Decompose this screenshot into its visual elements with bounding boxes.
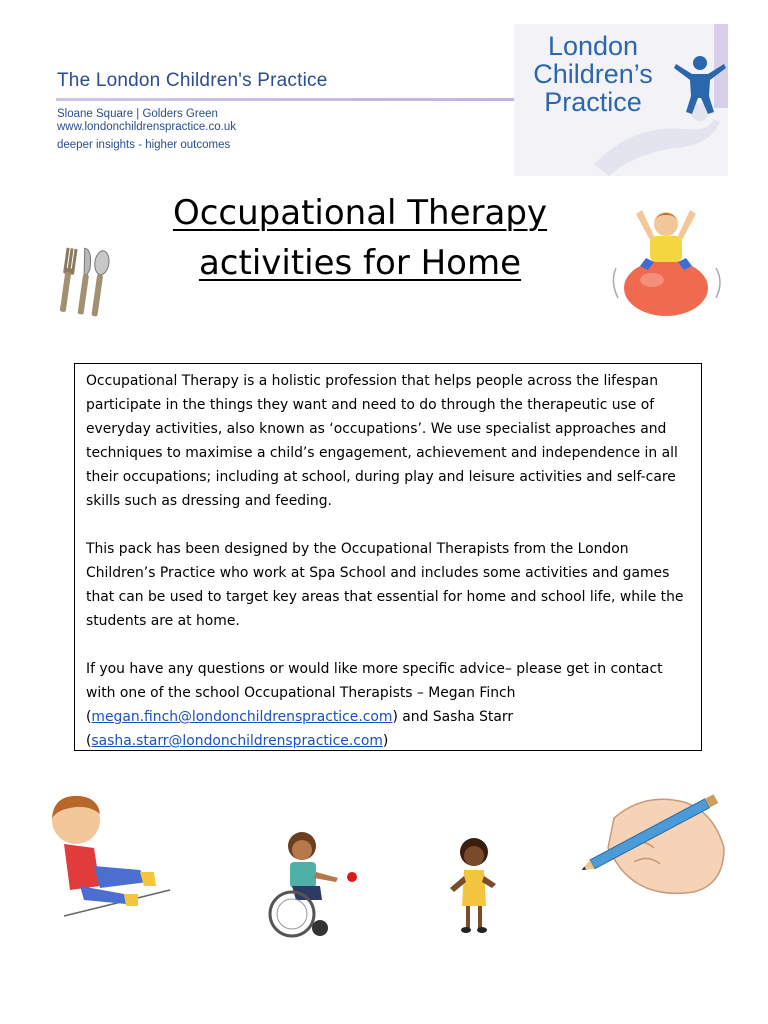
header-divider [56, 98, 514, 101]
jumping-child-icon [672, 52, 728, 118]
logo-line-1: London [547, 31, 639, 61]
website-link[interactable]: www.londonchildrenspractice.co.uk [57, 121, 236, 133]
logo-wordmark [518, 32, 668, 116]
email-link-megan[interactable]: megan.finch@londonchildrenspractice.com [91, 709, 393, 725]
email-link-sasha[interactable]: sasha.starr@londonchildrenspractice.com [91, 733, 383, 749]
locations: Sloane Square | Golders Green [57, 108, 218, 120]
intro-paragraph-2: This pack has been designed by the Occupational Therapists from the London Children’s Practice who work at Spa School and includes some activities and games that can be used to target key areas that essential for home and school life, while the students are at home. [86, 541, 684, 629]
title-line-2: activities for Home [198, 243, 522, 283]
intro-text-box [74, 363, 702, 751]
org-name: The London Children's Practice [57, 70, 328, 91]
page-title [70, 188, 650, 288]
logo-line-3: Practice [544, 87, 642, 117]
girl-throwing-icon [446, 836, 502, 936]
contact-text-b: ) and Sasha Starr ( [86, 709, 514, 749]
wheelchair-child-icon [262, 828, 362, 940]
intro-paragraph-1: Occupational Therapy is a holistic profession that helps people across the lifespan participate in the things they want and need to do through the therapeutic use of everyday activities, also known as ‘occupations’. We use specialist approaches and techniques to maximise a child’s engagement, achievement and independence in all their occupations; including at school, during play and leisure activities and self-care skills such as dressing and feeding. [86, 373, 678, 509]
practice-logo [514, 24, 728, 176]
child-tying-shoes-icon [40, 790, 174, 922]
hand-writing-icon [574, 788, 728, 900]
ball-icon [346, 871, 358, 883]
contact-text-c: ) [382, 733, 389, 749]
tagline: deeper insights - higher outcomes [57, 139, 231, 151]
logo-line-2: Children’s [533, 59, 653, 89]
title-line-1: Occupational Therapy [172, 193, 548, 233]
contact-text-a: If you have any questions or would like more specific advice– please get in contact with one of the school Occupational Therapists – Megan Finch ( [86, 661, 663, 725]
contact-paragraph [86, 657, 691, 753]
